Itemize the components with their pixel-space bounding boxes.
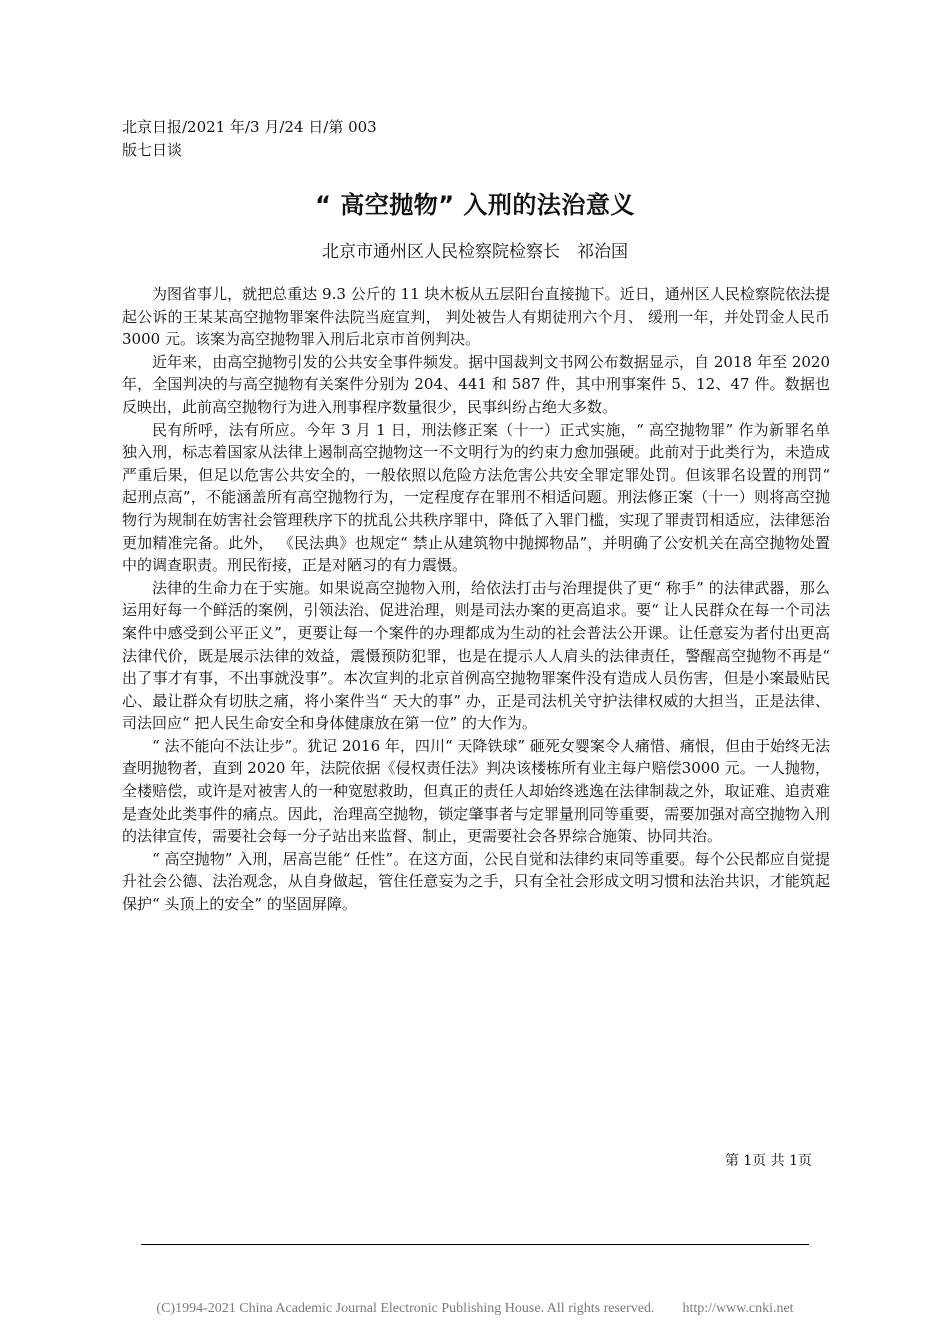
article-author: 北京市通州区人民检察院检察长 祁治国 [322,242,628,262]
article-body [122,283,830,916]
paragraph: 民有所呼，法有所应。今年 3 月 1 日，刑法修正案（十一）正式实施，“ 高空抛物罪” 作为新罪名单独入刑，标志着国家从法律上遏制高空抛物这一不文明行为的约束力愈加强硬。此前对于此类行为，未造成严重后果，但足以危害公共安全的，一般依照以危险方法危害公共安全罪定罪处罚。但该罪名设置的刑罚“ 起刑点高”，不能涵盖所有高空抛物行为，一定程度存在罪刑不相适问题。刑法修正案（十一）则将高空抛物行为规制在妨害社会管理秩序下的扰乱公共秩序罪中，降低了入罪门槛，实现了罪责罚相适应，法律惩治更加精准完备。此外， 《民法典》也规定“ 禁止从建筑物中抛掷物品”，并明确了公安机关在高空抛物处置中的调查职责。刑民衔接，正是对陋习的有力震慑。 [122,420,830,575]
paragraph: “ 高空抛物” 入刑，居高岂能“ 任性”。在这方面，公民自觉和法律约束同等重要。每个公民都应自觉提升社会公德、法治观念，从自身做起，管住任意妄为之手，只有全社会形成文明习惯和法治共识，才能筑起保护“ 头顶上的安全” 的坚固屏障。 [122,849,830,914]
copyright-footer: (C)1994-2021 China Academic Journal Electronic Publishing House. All rights reserved. http://www.cnki.net [156,1301,794,1316]
paragraph: 法律的生命力在于实施。如果说高空抛物入刑，给依法打击与治理提供了更“ 称手” 的法律武器，那么运用好每一个鲜活的案例，引领法治、促进治理，则是司法办案的更高追求。要“ 让人民群众在每一个司法案件中感受到公平正义”，更要让每一个案件的办理都成为生动的社会普法公开课。让任意妄为者付出更高法律代价，既是展示法律的效益，震慑预防犯罪，也是在提示人人肩头的法律责任，警醒高空抛物不再是“ 出了事才有事，不出事就没事”。本次宣判的北京首例高空抛物罪案件没有造成人员伤害，但是小案最贴民心、最让群众有切肤之痛，将小案件当“ 天大的事” 办，正是司法机关守护法律权威的大担当，正是法律、司法回应“ 把人民生命安全和身体健康放在第一位” 的大作为。 [122,578,830,733]
article-title: “ 高空抛物” 入刑的法治意义 [315,191,635,219]
source-line-1: 北京日报/2021 年/3 月/24 日/第 003 [122,118,377,136]
paragraph: 近年来，由高空抛物引发的公共安全事件频发。据中国裁判文书网公布数据显示，自 2018 年至 2020 年，全国判决的与高空抛物有关案件分别为 204、441 和 587 件，其中刑事案件 5、12、47 件。数据也反映出，此前高空抛物行为进入刑事程序数量很少，民事纠纷占绝大多数。 [122,352,830,416]
page-number: 第 1页 共 1页 [724,1153,812,1169]
paragraph: “ 法不能向不法让步”。犹记 2016 年，四川“ 天降铁球” 砸死女婴案令人痛惜、痛恨，但由于始终无法查明抛物者，直到 2020 年，法院依据《侵权责任法》判决该楼栋所有业主每户赔偿3000 元。一人抛物，全楼赔偿，或许是对被害人的一种宽慰救助，但真正的责任人却始终逃逸在法律制裁之外，取证难、追责难是查处此类事件的痛点。因此，治理高空抛物，锁定肇事者与定罪量刑同等重要，需要加强对高空抛物入刑的法律宣传，需要社会每一分子站出来监督、制止，更需要社会各界综合施策、协同共治。 [122,736,830,846]
source-line-2: 版七日谈 [122,141,183,159]
footer-divider [141,1244,809,1245]
paragraph: 为图省事儿，就把总重达 9.3 公斤的 11 块木板从五层阳台直接抛下。近日，通州区人民检察院依法提起公诉的王某某高空抛物罪案件法院当庭宣判， 判处被告人有期徒刑六个月、 缓刑一年，并处罚金人民币 3000 元。该案为高空抛物罪入刑后北京市首例判决。 [122,285,830,349]
source-citation [122,116,377,162]
